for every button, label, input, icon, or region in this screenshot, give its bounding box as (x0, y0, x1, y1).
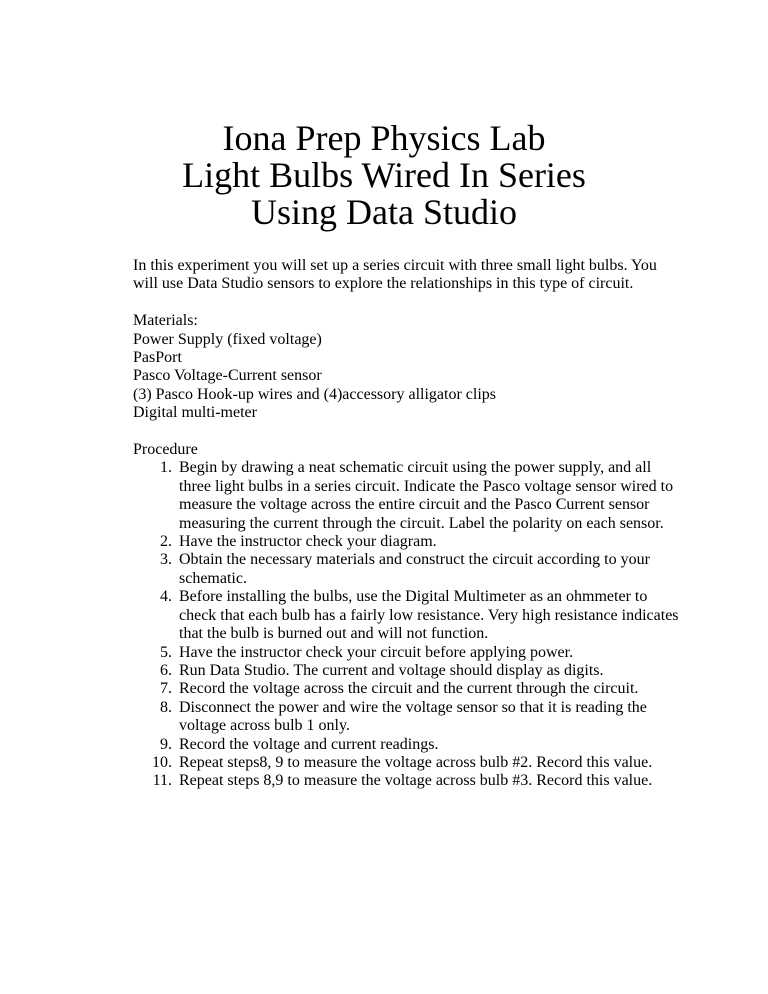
materials-section (133, 312, 685, 422)
document-body (133, 257, 685, 791)
procedure-step: 7. Record the voltage across the circuit and the current through the circuit. (176, 680, 685, 698)
material-item: PasPort (133, 349, 182, 367)
title-line: Using Data Studio (251, 192, 517, 232)
document-title (0, 120, 768, 231)
material-item: Power Supply (fixed voltage) (133, 330, 322, 348)
procedure-step: 2. Have the instructor check your diagram. (176, 533, 685, 551)
materials-heading: Materials: (133, 312, 198, 330)
material-item: (3) Pasco Hook-up wires and (4)accessory alligator clips (133, 385, 496, 403)
procedure-step: 8. Disconnect the power and wire the voltage sensor so that it is reading the voltage across bulb 1 only. (176, 699, 685, 736)
title-line: Iona Prep Physics Lab (222, 118, 546, 158)
procedure-step: 6. Run Data Studio. The current and voltage should display as digits. (176, 662, 685, 680)
procedure-step: 3. Obtain the necessary materials and construct the circuit according to your schematic. (176, 551, 685, 588)
procedure-step: 9. Record the voltage and current readings. (176, 736, 685, 754)
title-line: Light Bulbs Wired In Series (182, 155, 586, 195)
procedure-step: 4. Before installing the bulbs, use the Digital Multimeter as an ohmmeter to check that each bulb has a fairly low resistance. Very high resistance indicates that the bulb is burned out and will not function. (176, 588, 685, 643)
procedure-steps (133, 459, 685, 790)
procedure-heading: Procedure (133, 441, 198, 459)
procedure-step: 11. Repeat steps 8,9 to measure the voltage across bulb #3. Record this value. (176, 772, 685, 790)
procedure-step: 1. Begin by drawing a neat schematic circuit using the power supply, and all three light bulbs in a series circuit. Indicate the Pasco voltage sensor wired to measure the voltage across the entire circuit and the Pasco Current sensor measuring the current through the circuit. Label the polarity on each sensor. (176, 459, 685, 533)
procedure-section (133, 441, 685, 791)
material-item: Digital multi-meter (133, 404, 257, 422)
procedure-step: 10. Repeat steps8, 9 to measure the voltage across bulb #2. Record this value. (176, 754, 685, 772)
intro-paragraph: In this experiment you will set up a series circuit with three small light bulbs. You will use Data Studio sensors to explore the relationships in this type of circuit. (133, 257, 657, 293)
procedure-step: 5. Have the instructor check your circuit before applying power. (176, 644, 685, 662)
material-item: Pasco Voltage-Current sensor (133, 367, 322, 385)
